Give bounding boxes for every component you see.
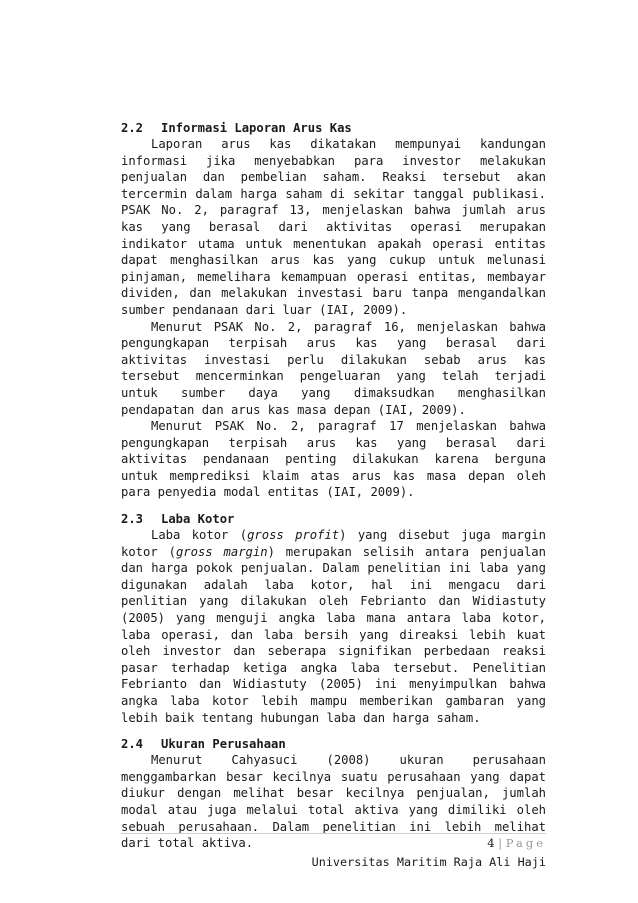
page-footer [121,833,546,871]
section-heading-2-3: 2.3 Laba Kotor [121,512,235,527]
paragraph: Menurut PSAK No. 2, paragraf 17 menjelaskan bahwa pengungkapan terpisah arus kas yang berasal dari aktivitas pendanaan penting dilakukan karena berguna untuk memprediksi klaim atas arus kas masa depan oleh para penyedia modal entitas (IAI, 2009). [121,419,546,500]
section-heading-2-4: 2.4 Ukuran Perusahaan [121,737,286,752]
institution-name: Universitas Maritim Raja Ali Haji [311,855,546,869]
paragraph: Menurut Cahyasuci (2008) ukuran perusahaan menggambarkan besar kecilnya suatu perusahaan yang dapat diukur dengan melihat besar kecilnya penjualan, jumlah modal atau juga melalui total aktiva yang dimiliki oleh sebuah perusahaan. Dalam penelitian ini lebih melihat dari total aktiva. [121,753,546,851]
paragraph: Laba kotor (gross profit) yang disebut juga margin kotor (gross margin) merupakan selisih antara penjualan dan harga pokok penjualan. Dalam penelitian ini laba yang digunakan adalah laba kotor, hal ini mengacu dari penlitian yang dilakukan oleh Febrianto dan Widiastuty (2005) yang menguji angka laba mana antara laba kotor, laba operasi, dan laba bersih yang direaksi lebih kuat oleh investor dan seberapa signifikan perbedaan reaksi pasar terhadap ketiga angka laba tersebut. Penelitian Febrianto dan Widiastuty (2005) ini menyimpulkan bahwa angka laba kotor lebih mampu memberikan gambaran yang lebih baik tentang hubungan laba dan harga saham. [121,528,546,725]
document-body [121,120,546,852]
paragraph: Laporan arus kas dikatakan mempunyai kandungan informasi jika menyebabkan para investor melakukan penjualan dan pembelian saham. Reaksi tersebut akan tercermin dalam harga saham di sekitar tanggal publikasi. PSAK No. 2, paragraf 13, menjelaskan bahwa jumlah arus kas yang berasal dari aktivitas operasi merupakan indikator utama untuk menentukan apakah operasi entitas dapat menghasilkan arus kas yang cukup untuk melunasi pinjaman, memelihara kemampuan operasi entitas, membayar dividen, dan melakukan investasi baru tanpa mengandalkan sumber pendanaan dari luar (IAI, 2009). [121,137,546,317]
section-heading-2-2: 2.2 Informasi Laporan Arus Kas [121,121,352,135]
page-number: 4 | Page [487,836,546,850]
paragraph: Menurut PSAK No. 2, paragraf 16, menjelaskan bahwa pengungkapan terpisah arus kas yang berasal dari aktivitas investasi perlu dilakukan sebab arus kas tersebut mencerminkan pengeluaran yang telah terjadi untuk sumber daya yang dimaksudkan menghasilkan pendapatan dan arus kas masa depan (IAI, 2009). [121,319,546,417]
